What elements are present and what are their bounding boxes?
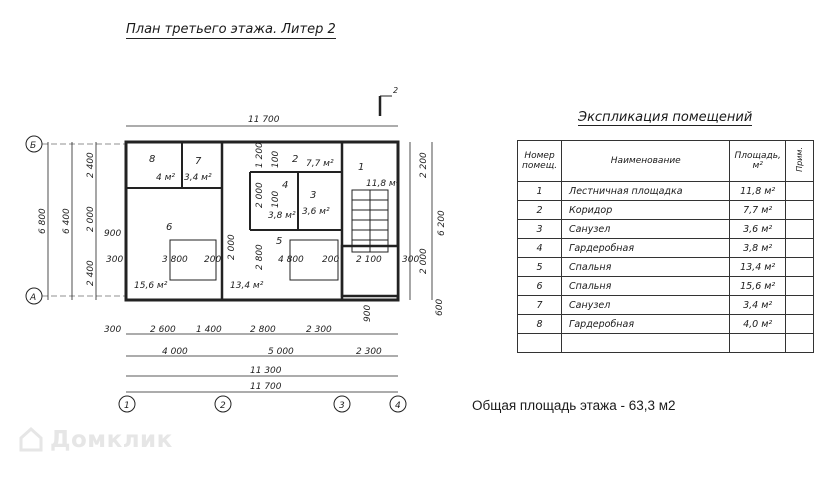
row-note — [785, 220, 813, 239]
row-name: Спальня — [562, 277, 730, 296]
row-area: 3,4 м² — [730, 296, 785, 315]
header-note-text: Прим. — [794, 147, 804, 172]
header-area: Площадь, м² — [730, 141, 785, 182]
row-note — [785, 258, 813, 277]
table-row — [518, 315, 814, 334]
room-area-8: 4 м² — [156, 173, 175, 183]
row-num: 4 — [518, 239, 562, 258]
row-name: Гардеробная — [562, 239, 730, 258]
row-note — [785, 182, 813, 201]
room-number-2: 2 — [292, 154, 299, 165]
table-header-row — [518, 141, 814, 182]
dim-bottom-11300: 11 300 — [250, 366, 282, 376]
room-area-6: 15,6 м² — [134, 281, 168, 291]
row-name: Лестничная площадка — [562, 182, 730, 201]
axis-number-1: 1 — [124, 401, 130, 411]
table-row — [518, 201, 814, 220]
watermark-text: Домклик — [50, 427, 173, 453]
staircase — [352, 190, 388, 252]
inner-dim: 3 800 — [162, 255, 188, 265]
axis-number-3: 3 — [339, 401, 345, 411]
axis-number-4: 4 — [395, 401, 401, 411]
dim-bottom-5000: 5 000 — [268, 347, 294, 357]
dim-bottom-2600: 2 600 — [150, 325, 176, 335]
empty-cell — [730, 334, 785, 353]
dim-bottom-4000: 4 000 — [162, 347, 188, 357]
dim-right-6200: 6 200 — [437, 210, 447, 236]
dim-left-2400b: 2 400 — [86, 260, 96, 286]
row-area: 11,8 м² — [730, 182, 785, 201]
row-name: Санузел — [562, 220, 730, 239]
row-num: 6 — [518, 277, 562, 296]
table-row — [518, 277, 814, 296]
inner-dim: 4 800 — [278, 255, 304, 265]
row-name: Спальня — [562, 258, 730, 277]
dim-top: 11 700 — [248, 115, 280, 125]
house-logo-icon — [18, 426, 44, 452]
row-area: 7,7 м² — [730, 201, 785, 220]
table-row — [518, 182, 814, 201]
inner-dim: 100 — [271, 190, 281, 208]
empty-cell — [562, 334, 730, 353]
inner-dim: 2 000 — [227, 234, 237, 260]
dim-right-600: 600 — [435, 298, 445, 316]
row-num: 2 — [518, 201, 562, 220]
section-marker: 2 — [393, 86, 399, 95]
row-area: 4,0 м² — [730, 315, 785, 334]
empty-cell — [785, 334, 813, 353]
row-area: 3,8 м² — [730, 239, 785, 258]
room-number-5: 5 — [276, 236, 283, 247]
header-note — [785, 141, 813, 182]
watermark — [18, 426, 173, 453]
dim-left-900: 900 — [104, 229, 122, 239]
dim-right-2000: 2 000 — [419, 248, 429, 274]
room-number-1: 1 — [358, 162, 365, 173]
room-area-3: 3,6 м² — [302, 207, 330, 217]
axis-number-2: 2 — [220, 401, 226, 411]
explication-title: Экспликация помещений — [578, 110, 753, 125]
row-note — [785, 296, 813, 315]
table-row — [518, 220, 814, 239]
table-row — [518, 239, 814, 258]
explication-table — [517, 140, 814, 353]
dim-bottom-11700: 11 700 — [250, 382, 282, 392]
room-number-6: 6 — [166, 222, 173, 233]
axis-letter-a: А — [30, 293, 37, 303]
row-area: 13,4 м² — [730, 258, 785, 277]
inner-dim: 2 100 — [356, 255, 382, 265]
header-num: Номер помещ. — [518, 141, 562, 182]
row-note — [785, 277, 813, 296]
inner-dim: 300 — [106, 255, 124, 265]
row-name: Коридор — [562, 201, 730, 220]
dim-bottom-2300a: 2 300 — [306, 325, 332, 335]
dim-left-2000: 2 000 — [86, 206, 96, 232]
row-num: 7 — [518, 296, 562, 315]
inner-dim: 300 — [402, 255, 420, 265]
room-number-7: 7 — [195, 156, 202, 167]
table-row — [518, 258, 814, 277]
outer-wall-lower-right — [342, 246, 398, 296]
room-area-2: 7,7 м² — [306, 159, 334, 169]
row-note — [785, 315, 813, 334]
row-num: 5 — [518, 258, 562, 277]
row-num: 3 — [518, 220, 562, 239]
inner-dim: 100 — [271, 150, 281, 168]
room-area-4: 3,8 м² — [268, 211, 296, 221]
header-name: Наименование — [562, 141, 730, 182]
row-note — [785, 201, 813, 220]
row-name: Гардеробная — [562, 315, 730, 334]
row-name: Санузел — [562, 296, 730, 315]
room-area-5: 13,4 м² — [230, 281, 264, 291]
dim-bottom-2800: 2 800 — [250, 325, 276, 335]
dim-left-2400a: 2 400 — [86, 152, 96, 178]
dim-left-6400: 6 400 — [62, 208, 72, 234]
table-row — [518, 296, 814, 315]
room-number-3: 3 — [310, 190, 317, 201]
axis-letter-b: Б — [30, 141, 37, 151]
room-number-4: 4 — [282, 180, 289, 191]
row-area: 15,6 м² — [730, 277, 785, 296]
room-area-1: 11,8 м² — [366, 179, 400, 189]
inner-dim: 900 — [363, 304, 373, 322]
inner-dim: 200 — [204, 255, 222, 265]
row-area: 3,6 м² — [730, 220, 785, 239]
dim-bottom-300: 300 — [104, 325, 122, 335]
table-row-empty — [518, 334, 814, 353]
room-number-8: 8 — [149, 154, 156, 165]
plan-title: План третьего этажа. Литер 2 — [126, 22, 336, 37]
dim-bottom-1400: 1 400 — [196, 325, 222, 335]
room-area-7: 3,4 м² — [184, 173, 212, 183]
inner-dim: 2 800 — [255, 244, 265, 270]
row-num: 8 — [518, 315, 562, 334]
inner-dim: 200 — [322, 255, 340, 265]
dim-right-2200: 2 200 — [419, 152, 429, 178]
row-num: 1 — [518, 182, 562, 201]
total-area-text: Общая площадь этажа - 63,3 м2 — [472, 398, 676, 413]
inner-dim: 2 000 — [255, 182, 265, 208]
inner-dim: 1 200 — [255, 142, 265, 168]
row-note — [785, 239, 813, 258]
dim-bottom-2300b: 2 300 — [356, 347, 382, 357]
empty-cell — [518, 334, 562, 353]
dim-left-6800: 6 800 — [38, 208, 48, 234]
